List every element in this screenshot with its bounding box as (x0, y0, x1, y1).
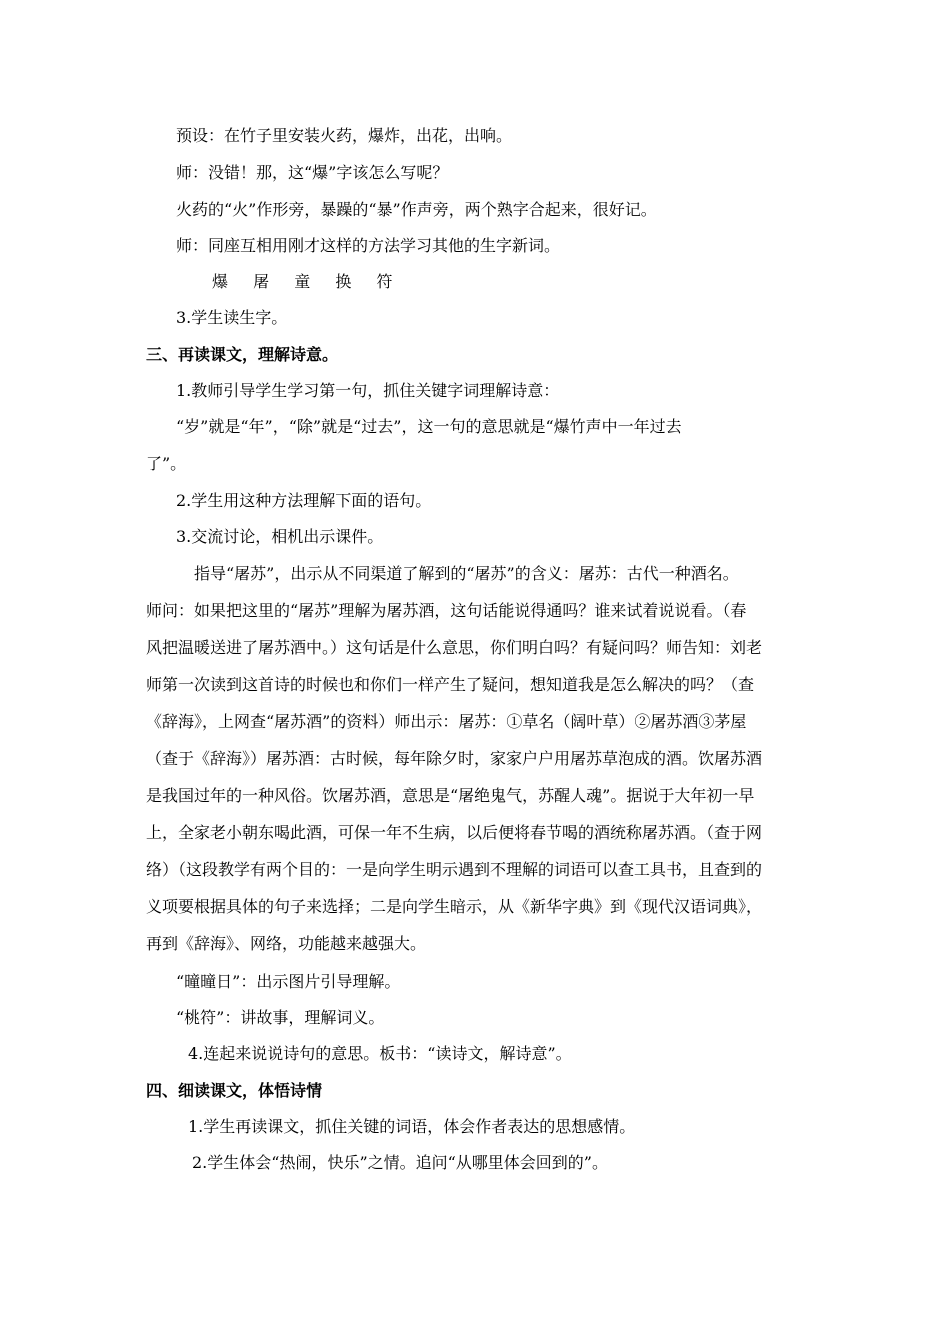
section-heading-4: 四、细读课文，体悟诗情 (146, 1081, 323, 1100)
new-char: 童 (294, 272, 311, 291)
step-read-chars: 3.学生读生字。 (176, 308, 288, 327)
tusu-paragraph-line: （查于《辞海》）屠苏酒：古时候，每年除夕时，家家户户用屠苏草泡成的酒。饮屠苏酒 (146, 749, 763, 768)
tusu-paragraph-line: 再到《辞海》、网络，功能越来越强大。 (146, 934, 427, 953)
tusu-paragraph-line: 指导“屠苏”，出示从不同渠道了解到的“屠苏”的含义：屠苏：古代一种酒名。 (194, 564, 739, 583)
paragraph-preset: 预设：在竹子里安装火药，爆炸，出花，出响。 (176, 126, 513, 145)
explanation-line-2: 了”。 (146, 454, 187, 473)
tusu-paragraph-line: 师第一次读到这首诗的时候也和你们一样产生了疑问，想知道我是怎么解决的吗？（查 (146, 675, 755, 694)
new-characters-list (212, 272, 412, 292)
tusu-paragraph-line: 《辞海》，上网查“屠苏酒”的资料）师出示：屠苏：①草名（阔叶草）②屠苏酒③茅屋 (146, 712, 747, 731)
tusu-paragraph-line: 是我国过年的一种风俗。饮屠苏酒，意思是“屠绝鬼气，苏醒人魂”。据说于大年初一早 (146, 786, 755, 805)
paragraph-explanation: 火药的“火”作形旁，暴躁的“暴”作声旁，两个熟字合起来，很好记。 (176, 200, 657, 219)
taofu-line: “桃符”：讲故事，理解词义。 (176, 1008, 385, 1027)
tusu-paragraph-line: 风把温暖送进了屠苏酒中。）这句话是什么意思，你们明白吗？有疑问吗？师告知：刘老 (146, 638, 763, 657)
section-heading-3: 三、再读课文，理解诗意。 (146, 345, 339, 364)
paragraph-teacher-instruction: 师：同座互相用刚才这样的方法学习其他的生字新词。 (176, 236, 561, 255)
new-char: 符 (376, 272, 393, 291)
step-2: 2.学生用这种方法理解下面的语句。 (176, 491, 432, 510)
new-char: 屠 (253, 272, 270, 291)
explanation-line-1: “岁”就是“年”，“除”就是“过去”，这一句的意思就是“爆竹声中一年过去 (176, 417, 682, 436)
tusu-paragraph-line: 络）（这段教学有两个目的：一是向学生明示遇到不理解的词语可以查工具书，且查到的 (146, 860, 763, 879)
tusu-paragraph-line: 义项要根据具体的句子来选择；二是向学生暗示，从《新华字典》到《现代汉语词典》， (146, 897, 763, 916)
step-1: 1.教师引导学生学习第一句，抓住关键字词理解诗意： (176, 381, 560, 400)
tongtongri-line: “曈曈日”：出示图片引导理解。 (176, 972, 401, 991)
tusu-paragraph-line: 师问：如果把这里的“屠苏”理解为屠苏酒，这句话能说得通吗？谁来试着说说看。（春 (146, 601, 747, 620)
new-char: 爆 (212, 272, 229, 291)
paragraph-teacher-question: 师：没错！那，这“爆”字该怎么写呢？ (176, 163, 449, 182)
new-char: 换 (335, 272, 352, 291)
step-3: 3.交流讨论，相机出示课件。 (176, 527, 384, 546)
section4-step-2: 2.学生体会“热闹，快乐”之情。追问“从哪里体会回到的”。 (192, 1153, 608, 1172)
section4-step-1: 1.学生再读课文，抓住关键的词语，体会作者表达的思想感情。 (188, 1117, 636, 1136)
step-4: 4.连起来说说诗句的意思。板书：“读诗文，解诗意”。 (188, 1044, 572, 1063)
tusu-paragraph-line: 上，全家老小朝东喝此酒，可保一年不生病，以后便将春节喝的酒统称屠苏酒。（查于网 (146, 823, 763, 842)
